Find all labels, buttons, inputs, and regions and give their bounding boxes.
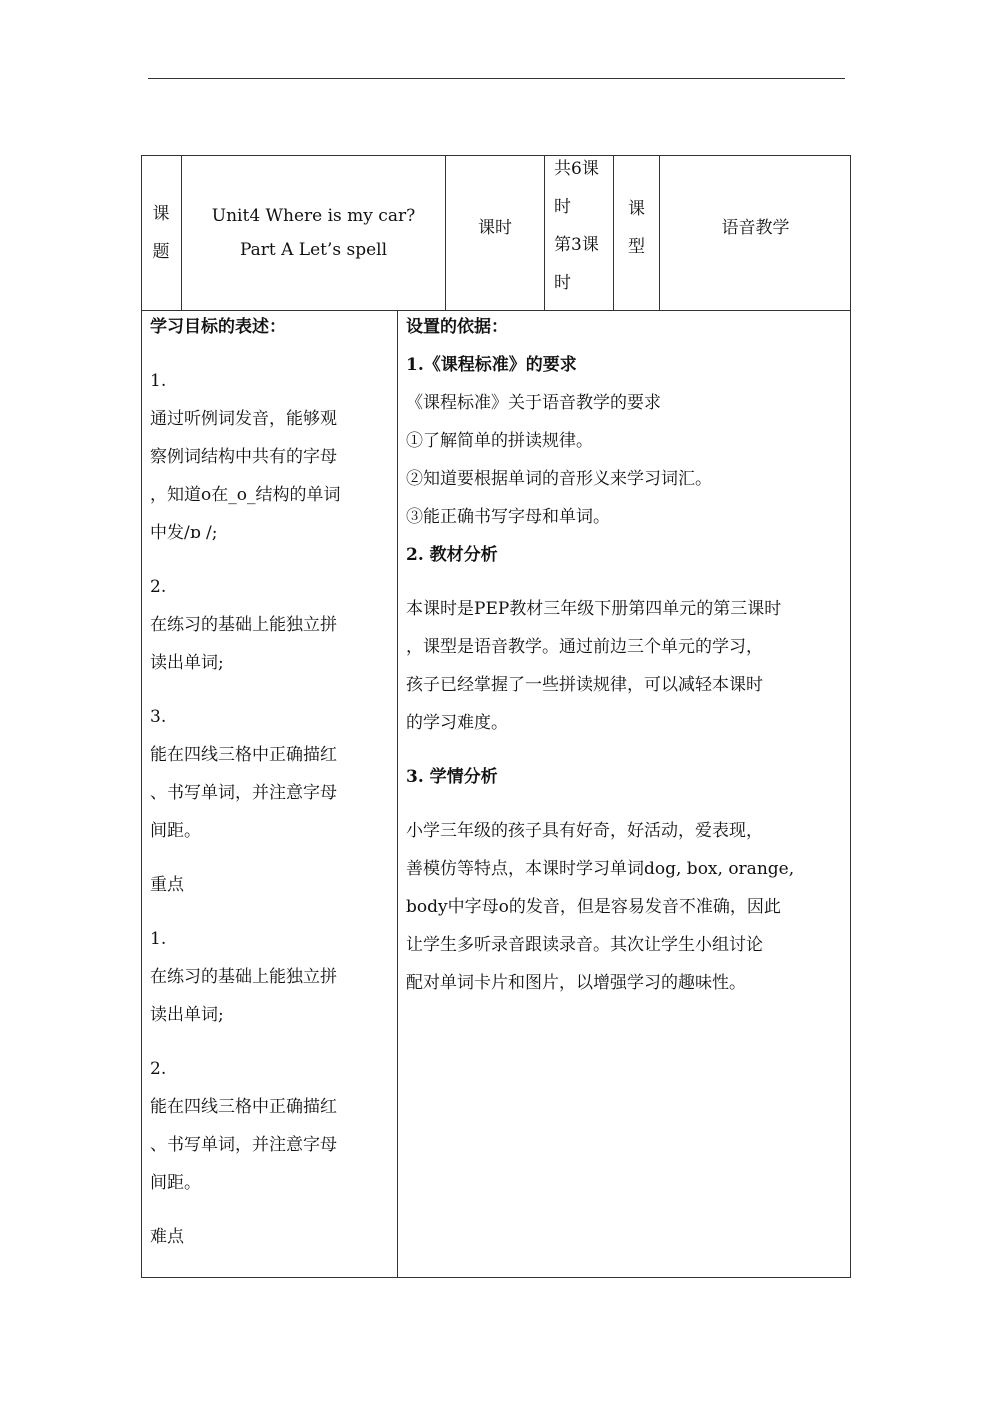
key-point-line: 、书写单词，并注意字母	[150, 1135, 337, 1155]
period-info-line: 共6课	[554, 159, 599, 179]
section-title-standards: 1.《课程标准》的要求	[406, 355, 577, 375]
key-point-number: 1.	[150, 929, 167, 949]
period-label-cell	[446, 155, 544, 300]
table-divider	[397, 310, 398, 1278]
goal-line: 在练习的基础上能独立拼	[150, 615, 337, 635]
difficult-points-label: 难点	[150, 1227, 184, 1247]
materials-line: 的学习难度。	[406, 713, 508, 733]
design-rationale	[406, 308, 846, 1002]
key-point-number: 2.	[150, 1059, 167, 1079]
standards-line: ①了解简单的拼读规律。	[406, 431, 593, 451]
goal-line: ，知道o在_o_结构的单词	[150, 485, 341, 505]
goal-line: 间距。	[150, 821, 201, 841]
goal-line: 察例词结构中共有的字母	[150, 447, 337, 467]
section-title-learners: 3. 学情分析	[406, 767, 498, 787]
key-point-line: 能在四线三格中正确描红	[150, 1097, 337, 1117]
topic-label-cell	[141, 155, 181, 310]
type-label-char: 型	[628, 236, 645, 257]
goal-line: 、书写单词，并注意字母	[150, 783, 337, 803]
materials-line: 本课时是PEP教材三年级下册第四单元的第三课时	[406, 599, 782, 619]
rationale-heading: 设置的依据：	[406, 317, 508, 337]
standards-line: ③能正确书写字母和单词。	[406, 507, 610, 527]
materials-line: 孩子已经掌握了一些拼读规律，可以减轻本课时	[406, 675, 763, 695]
period-info-line: 第3课	[554, 235, 599, 255]
page-header-rule	[148, 78, 845, 79]
goal-number: 3.	[150, 707, 167, 727]
period-info-cell	[554, 150, 614, 305]
learning-goals-heading: 学习目标的表述：	[150, 317, 286, 337]
goal-number: 1.	[150, 371, 167, 391]
learners-line: 配对单词卡片和图片，以增强学习的趣味性。	[406, 973, 746, 993]
type-label-cell	[614, 150, 659, 305]
topic-label-char: 题	[152, 241, 170, 262]
section-title-materials: 2. 教材分析	[406, 545, 498, 565]
lesson-title-cell	[182, 155, 445, 310]
table-divider	[544, 155, 545, 310]
lesson-type-value: 语音教学	[721, 217, 790, 238]
learners-line: 小学三年级的孩子具有好奇，好活动，爱表现，	[406, 821, 763, 841]
period-info-line: 时	[554, 197, 571, 217]
learners-line: body中字母o的发音，但是容易发音不准确，因此	[406, 897, 781, 917]
goal-line: 能在四线三格中正确描红	[150, 745, 337, 765]
topic-label-char: 课	[152, 203, 170, 224]
goal-line: 读出单词;	[150, 653, 224, 673]
goal-number: 2.	[150, 577, 167, 597]
learners-line: 让学生多听录音跟读录音。其次让学生小组讨论	[406, 935, 763, 955]
period-info-line: 时	[554, 273, 571, 293]
type-label-char: 课	[628, 198, 645, 219]
key-point-line: 间距。	[150, 1173, 201, 1193]
lesson-subtitle: Part A Let’s spell	[239, 239, 388, 260]
key-point-line: 在练习的基础上能独立拼	[150, 967, 337, 987]
learning-goals	[150, 308, 386, 1256]
period-label: 课时	[478, 217, 512, 238]
standards-line: 《课程标准》关于语音教学的要求	[406, 393, 661, 413]
goal-line: 中发/ɒ /;	[150, 523, 218, 543]
materials-line: ，课型是语音教学。通过前边三个单元的学习，	[406, 637, 763, 657]
type-value-cell	[660, 155, 851, 300]
key-points-label: 重点	[150, 875, 184, 895]
goal-line: 通过听例词发音，能够观	[150, 409, 337, 429]
key-point-line: 读出单词;	[150, 1005, 224, 1025]
lesson-title: Unit4 Where is my car?	[211, 205, 416, 226]
learners-line: 善模仿等特点，本课时学习单词dog, box, orange,	[406, 859, 795, 879]
standards-line: ②知道要根据单词的音形义来学习词汇。	[406, 469, 712, 489]
